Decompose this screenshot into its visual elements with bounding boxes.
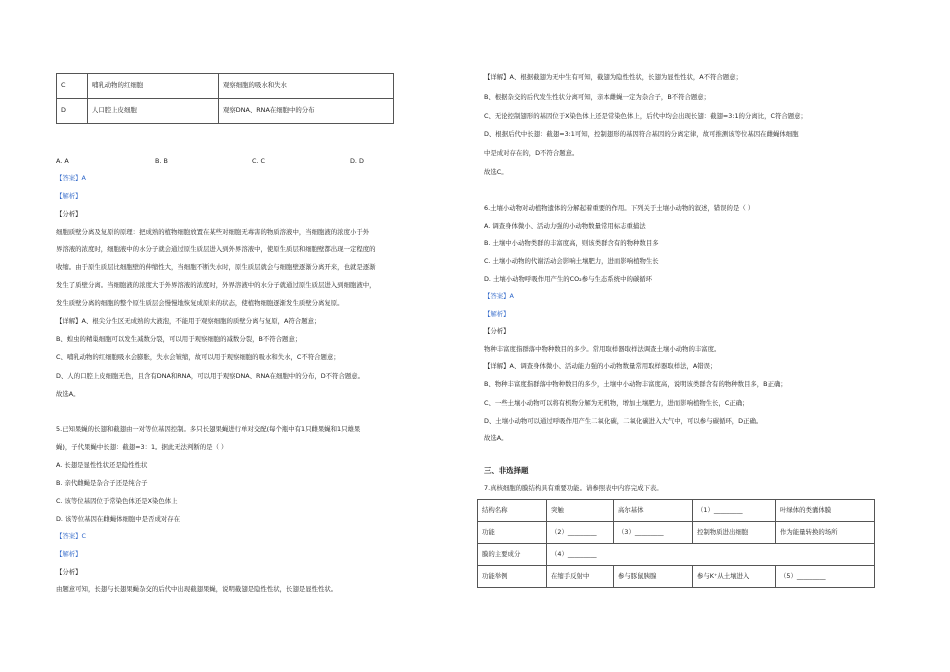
q6-detail-line: B、物种丰富度指群落中物种数目的多少，土壤中小动物丰富度高，说明该类群含有的物种数目多，B正确； [484,380,787,388]
q4-option-b[interactable]: B. B [155,157,168,165]
q4-fenxi: 【分析】 [56,210,82,218]
q5-detail-line: 中是成对存在的，D不符合题意。 [484,149,579,157]
q4-analysis-line: 细胞质壁分离及复原的原理：把成熟的植物细胞放置在某些对细胞无毒害的物质溶液中，当细胞液的浓度小于外 [56,228,370,236]
table-cell: 功能 [478,522,547,544]
q5-option-c[interactable]: C. 该等位基因位于常染色体还是X染色体上 [56,497,178,505]
table-cell: 叶绿体的类囊体膜 [776,500,875,522]
q6-option-a[interactable]: A. 调查身体微小、活动力强的小动物数量常用标志重捕法 [484,222,646,230]
q7-blank-3[interactable]: （3）_________ [614,522,693,544]
q4-detail-line: C、哺乳动物的红细胞吸水会膨胀，失水会皱缩，故可以用于观察细胞的吸水和失水，C不符合题意； [56,353,340,361]
q4-analysis-line: 收缩。由于原生质层比细胞壁的伸缩性大，当细胞不断失水时，原生质层就会与细胞壁逐渐分离开来，也就是逐渐 [56,263,376,271]
q6-stem: 6.土壤小动物对动植物遗体的分解起着重要的作用。下列关于土壤小动物的叙述，错误的是（ ） [484,204,755,212]
q4-detail-line: 故选A。 [56,390,80,398]
q7-blank-5[interactable]: （5）_________ [776,566,875,588]
q4-jiexi: 【解析】 [56,192,82,200]
table-cell: 功能举例 [478,566,547,588]
q5-detail-line: D、根据后代中长翅：截翅=3:1可知，控制翅形的基因符合基因的分离定律，故可推测该等位基因在雌蝇体细胞 [484,130,799,138]
table-cell: D [57,99,88,124]
q4-detail-line: D、人的口腔上皮细胞无色，且含有DNA和RNA，可以用于观察DNA、RNA在细胞中的分布，D不符合题意。 [56,372,365,380]
section-title: 三、非选择题 [484,466,529,475]
q5-option-d[interactable]: D. 该等位基因在雌蝇体细胞中是否成对存在 [56,515,181,523]
q6-detail-line: D、土壤小动物可以通过呼吸作用产生二氧化碳，二氧化碳进入大气中，可以参与碳循环，D正确。 [484,417,763,425]
table-cell: 结构名称 [478,500,547,522]
table-row [478,522,875,544]
table-row [478,544,875,566]
q4-answer: 【答案】A [56,174,86,182]
q4-option-a[interactable]: A. A [56,157,69,165]
q5-detail-line: 故选C。 [484,168,508,176]
q5-detail-line: B、根据杂交的后代发生性状分离可知，亲本雌蝇一定为杂合子，B不符合题意； [484,93,711,101]
q6-jiexi: 【解析】 [484,310,510,318]
table-row [57,99,394,124]
table-cell: 膜的主要成分 [478,544,547,566]
q6-option-c[interactable]: C. 土壤小动物的代谢活动会影响土壤肥力，进而影响植物生长 [484,257,659,265]
q4-analysis-line: 界溶液的浓度时，细胞液中的水分子就会通过原生质层进入到外界溶液中，使原生质层和细胞壁都出现一定程度的 [56,245,376,253]
q6-fenxi: 【分析】 [484,327,510,335]
q5-jiexi: 【解析】 [56,550,82,558]
q7-blank-4[interactable]: （4）_________ [547,544,875,566]
q6-analysis: 物种丰富度指群落中物种数目的多少。常用取样器取样法调查土壤小动物的丰富度。 [484,345,721,353]
q7-table [477,499,875,588]
q4-option-d[interactable]: D. D [350,157,364,165]
q4-analysis-line: 发生质壁分离的细胞的整个原生质层会慢慢地恢复成原来的状态，使植物细胞逐渐发生质壁分离复原。 [56,299,344,307]
q5-option-b[interactable]: B. 亲代雌蝇是杂合子还是纯合子 [56,479,148,487]
table-row [57,74,394,99]
table-row [478,500,875,522]
table-cell: 参与K⁺从土壤进入 [693,566,776,588]
table-cell: 观察细胞的吸水和失水 [219,74,394,99]
table-cell: 参与豚鼠胰腺 [614,566,693,588]
table-cell: 突触 [547,500,614,522]
q5-option-a[interactable]: A. 长翅是显性性状还是隐性性状 [56,461,148,469]
q6-detail-line: 【详解】A、调查身体微小、活动能力强的小动物数量常用取样器取样法，A错误； [484,362,717,370]
q5-detail-line: C、无论控制翅形的基因位于X染色体上还是常染色体上，后代中均会出现长翅：截翅=3:1的分离比，C符合题意； [484,112,807,120]
table-cell: 高尔基体 [614,500,693,522]
table-row [478,566,875,588]
q4-detail-line: 【详解】A、根尖分生区无成熟的大液泡，不能用于观察细胞的质壁分离与复原，A符合题意； [56,317,321,325]
q4-detail-line: B、蝗虫的精巢细胞可以发生减数分裂，可以用于观察细胞的减数分裂，B不符合题意； [56,335,302,343]
q7-blank-2[interactable]: （2）_________ [547,522,614,544]
q4-option-c[interactable]: C. C [252,157,265,165]
top-table [56,73,394,124]
table-cell: 控制物质进出细胞 [693,522,776,544]
q5-answer: 【答案】C [56,532,87,540]
q6-option-b[interactable]: B. 土壤中小动物类群的丰富度高，则该类群含有的物种数目多 [484,239,659,247]
table-cell: C [57,74,88,99]
table-cell: 哺乳动物的红细胞 [88,74,219,99]
q5-detail-line: 【详解】A、根据截翅为无中生有可知，截翅为隐性性状，长翅为显性性状，A不符合题意； [484,73,742,81]
table-cell: 观察DNA、RNA在细胞中的分布 [219,99,394,124]
q7-blank-1[interactable]: （1）_________ [693,500,776,522]
q6-option-d[interactable]: D. 土壤小动物呼吸作用产生的CO₂参与生态系统中的碳循环 [484,275,653,283]
table-cell: 在缩手反射中 [547,566,614,588]
q5-fenxi: 【分析】 [56,568,82,576]
q7-stem: 7.真核细胞的膜结构具有重要功能。请参照表中内容完成下表。 [484,484,663,492]
q6-answer: 【答案】A [484,292,514,300]
q5-stem-line: 蝇)，子代果蝇中长翅：截翅=3：1。据此无法判断的是（ ） [56,443,228,451]
table-cell: 作为能量转换的场所 [776,522,875,544]
q5-stem-line: 5.已知果蝇的长翅和截翅由一对等位基因控制。多只长翅果蝇进行单对交配(每个瓶中有1只雌果蝇和1只雄果 [56,425,361,433]
q6-detail-line: C、一些土壤小动物可以将有机物分解为无机物，增加土壤肥力，进而影响植物生长，C正确； [484,399,749,407]
q5-analysis: 由题意可知，长翅与长翅果蝇杂交的后代中出现截翅果蝇，说明截翅是隐性性状，长翅是显性性状。 [56,585,338,593]
table-cell: 人口腔上皮细胞 [88,99,219,124]
q6-detail-line: 故选A。 [484,434,508,442]
q4-analysis-line: 发生了质壁分离。当细胞液的浓度大于外界溶液的浓度时，外界溶液中的水分子就通过原生质层进入到细胞液中， [56,281,376,289]
